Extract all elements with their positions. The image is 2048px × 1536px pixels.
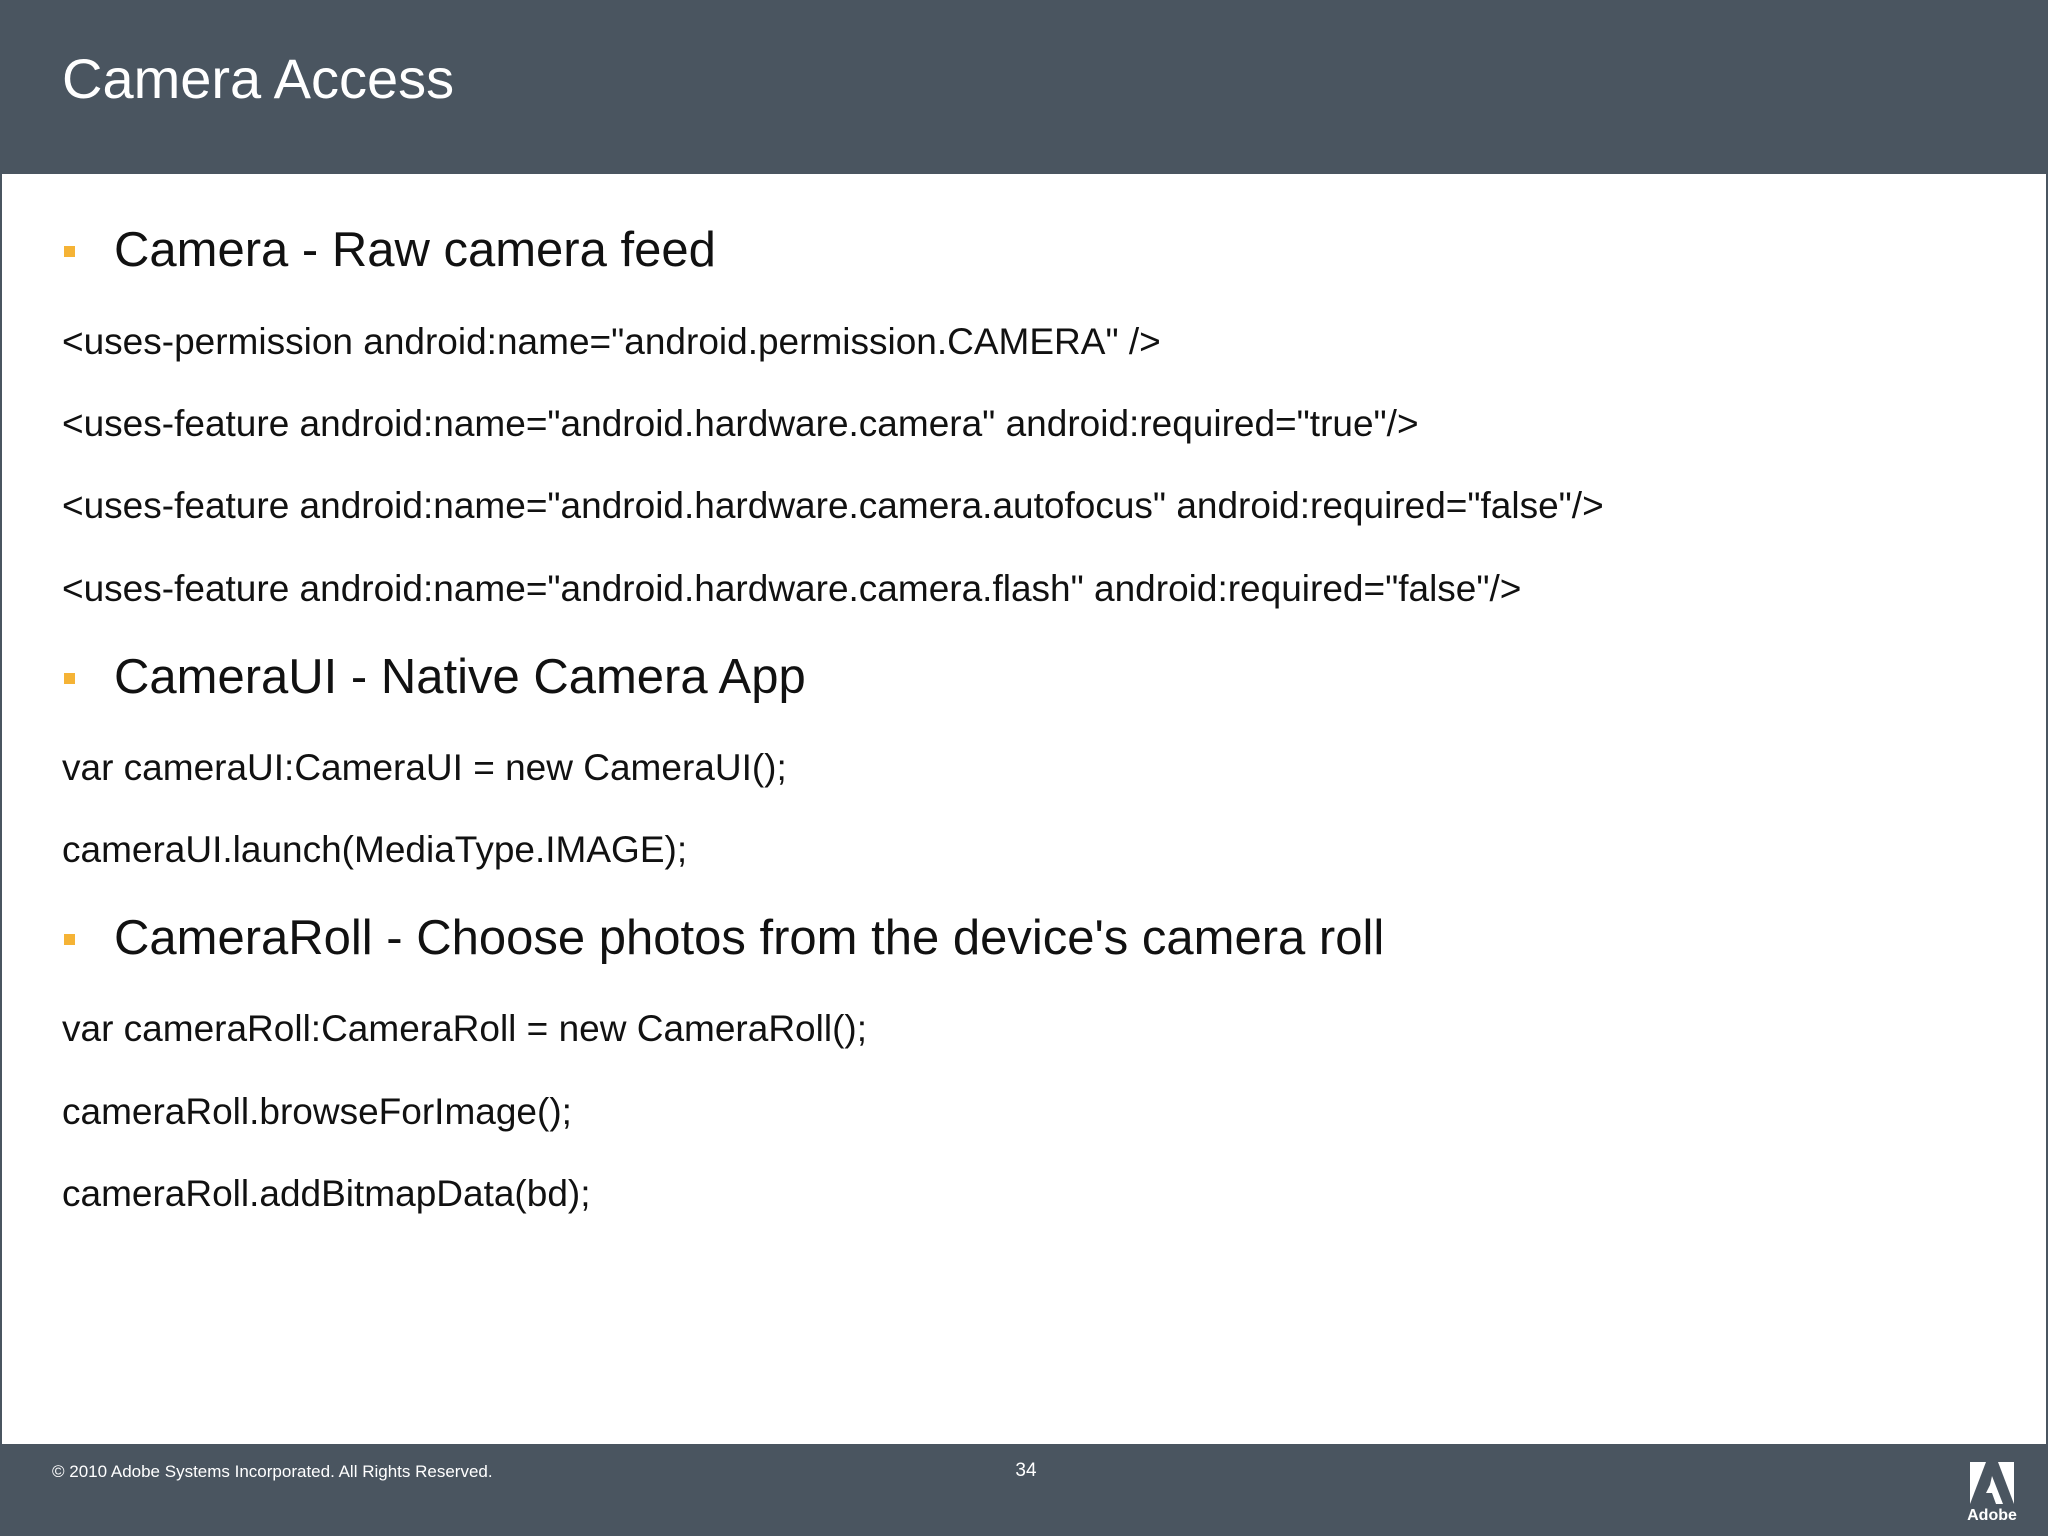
slide-header [2,0,2048,174]
bullet-heading: CameraRoll - Choose photos from the device's camera roll [114,911,1385,965]
slide-footer [2,1444,2048,1536]
bullet-square-icon [64,673,75,684]
adobe-logo [1964,1462,2020,1528]
code-line: <uses-permission android:name="android.permission.CAMERA" /> [62,321,1161,362]
code-line: var cameraRoll:CameraRoll = new CameraRoll(); [62,1008,867,1049]
code-line: cameraUI.launch(MediaType.IMAGE); [62,829,688,870]
page-number: 34 [1015,1460,1037,1481]
adobe-logo-text: Adobe [1967,1507,2017,1524]
code-line: cameraRoll.addBitmapData(bd); [62,1173,591,1214]
adobe-logo-icon [1970,1462,2014,1504]
slide-content [2,174,2048,1444]
code-line: cameraRoll.browseForImage(); [62,1091,572,1132]
code-line: var cameraUI:CameraUI = new CameraUI(); [62,747,787,788]
bullet-heading: Camera - Raw camera feed [114,223,716,277]
bullet-square-icon [64,934,75,945]
bullet-square-icon [64,246,75,257]
bullet-heading: CameraUI - Native Camera App [114,650,806,704]
code-line: <uses-feature android:name="android.hardware.camera.flash" android:required="false"/> [62,568,1522,609]
slide-title: Camera Access [62,47,455,110]
code-line: <uses-feature android:name="android.hardware.camera.autofocus" android:required="false"/> [62,485,1604,526]
code-line: <uses-feature android:name="android.hardware.camera" android:required="true"/> [62,403,1419,444]
copyright-text: © 2010 Adobe Systems Incorporated. All Rights Reserved. [52,1462,493,1481]
